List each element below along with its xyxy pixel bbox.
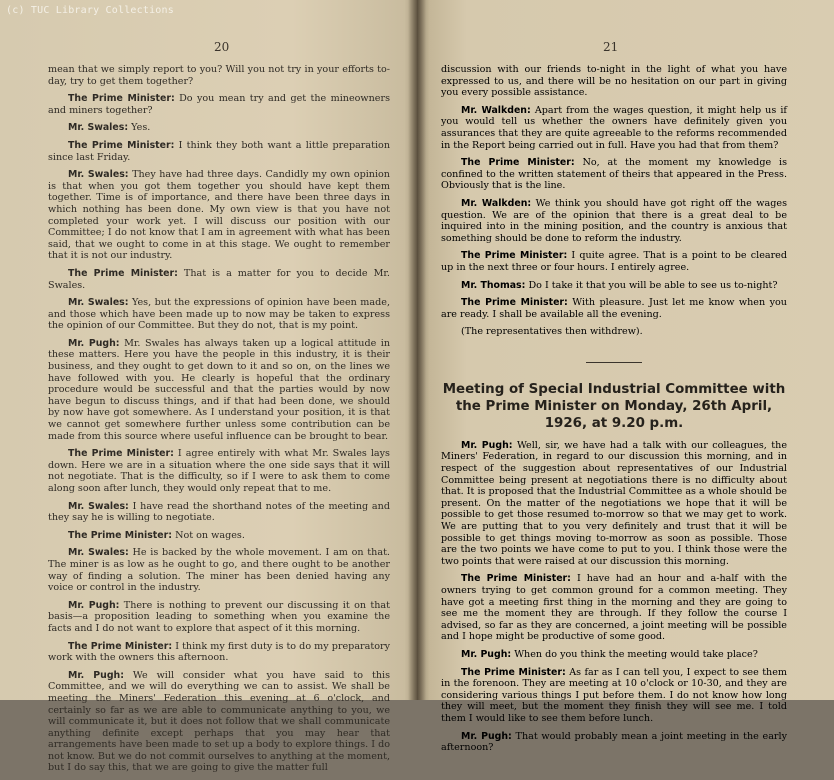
- transcript-paragraph: [48, 93, 390, 116]
- speech-text: We think you should have got right off the wages question. We are of the opinion that there is a great deal to be inquired into in the mining position, and the country is anxious that something should be done to reform the industry.: [441, 197, 787, 244]
- speech-text: We will consider what you have said to this Committee, and we will do everything we can to assist. We shall be meeting the Miners' Federation this evening at 6 o'clock, and certainly so far as we are able to communicate anything to you, we will communicate it, but it does not follow that we shall communicate anything definite except perhaps that you may hear that arrangements have been made to set up a body to explore things. I do not know. But we do not commit ourselves to anything at the moment, but I do say this, that we are going to give the matter full: [48, 669, 390, 774]
- speaker-name: Mr. Thomas:: [461, 279, 526, 291]
- speaker-name: The Prime Minister:: [68, 640, 173, 652]
- speaker-name: Mr. Pugh:: [461, 730, 512, 742]
- speaker-name: Mr. Swales:: [68, 169, 129, 181]
- left-page-text: [48, 64, 390, 780]
- speaker-name: The Prime Minister:: [461, 250, 568, 262]
- speaker-name: Mr. Pugh:: [68, 599, 120, 611]
- speech-text: That would probably mean a joint meeting in the early afternoon?: [441, 730, 787, 754]
- transcript-paragraph: [441, 280, 787, 292]
- transcript-paragraph: [441, 440, 787, 568]
- left-page: [0, 0, 417, 774]
- transcript-paragraph: [48, 169, 390, 262]
- speech-text: Not on wages.: [175, 529, 245, 541]
- transcript-paragraph: [48, 547, 390, 593]
- speaker-name: The Prime Minister:: [461, 297, 568, 309]
- transcript-paragraph: [48, 530, 390, 542]
- speaker-name: Mr. Swales:: [68, 500, 129, 512]
- speech-text: I think they both want a little preparation since last Friday.: [48, 139, 390, 163]
- speaker-name: The Prime Minister:: [461, 157, 575, 169]
- transcript-paragraph: [441, 105, 787, 151]
- speech-text: Do I take it that you will be able to see us to-night?: [528, 279, 778, 291]
- book-gutter: [408, 0, 426, 700]
- speaker-name: Mr. Walkden:: [461, 104, 531, 116]
- speaker-name: The Prime Minister:: [68, 267, 178, 279]
- transcript-paragraph: [48, 297, 390, 332]
- speaker-name: The Prime Minister:: [68, 529, 173, 541]
- speaker-name: Mr. Pugh:: [68, 337, 120, 349]
- transcript-paragraph: [441, 64, 787, 99]
- transcript-paragraph: [48, 600, 390, 635]
- speech-text: When do you think the meeting would take place?: [514, 648, 758, 660]
- transcript-paragraph: [48, 338, 390, 442]
- transcript-paragraph: [48, 268, 390, 291]
- speech-text: I agree entirely with what Mr. Swales lays down. Here we are in a situation where the one side says that it will not negotiate. That is the difficulty, so if I were to ask them to come along soon after lunch, they would only repeat that to me.: [48, 448, 390, 494]
- speech-text: Yes, but the expressions of opinion have been made, and those which have been made up to now may be taken to express the opinion of our Committee. But they do not, that is my point.: [48, 297, 390, 332]
- speaker-name: Mr. Swales:: [68, 122, 129, 134]
- transcript-paragraph: [441, 297, 787, 320]
- transcript-paragraph: [48, 64, 390, 87]
- copyright-watermark: (c) TUC Library Collections: [6, 5, 174, 16]
- transcript-paragraph: [48, 140, 390, 163]
- speaker-name: Mr. Pugh:: [68, 669, 124, 681]
- section-divider: [586, 362, 642, 363]
- page-number-right: 21: [603, 40, 619, 54]
- speech-text: He is backed by the whole movement. I am on that. The miner is as low as he ought to go, and there ought to be another way of finding a solution. The miner has been denied having any voice or control in the industry.: [48, 547, 390, 594]
- closing-note: (The representatives then withdrew).: [461, 326, 643, 338]
- transcript-paragraph: [441, 731, 787, 754]
- meeting-heading: Meeting of Special Industrial Committee with the Prime Minister on Monday, 26th April, 1926, at 9.20 p.m.: [442, 381, 786, 431]
- speech-text: With pleasure. Just let me know when you are ready. I shall be available all the evening.: [441, 297, 787, 320]
- speaker-name: Mr. Pugh:: [461, 648, 512, 660]
- transcript-paragraph: [441, 157, 787, 192]
- speaker-name: Mr. Walkden:: [461, 197, 532, 209]
- speech-text: As far as I can tell you, I expect to see them in the forenoon. They are meeting at 10 o'clock or 10-30, and they are considering various things I put before them. I do not know how long they will meet, but the moment they finish they will see me. I told them I would like to see them before lunch.: [441, 666, 787, 724]
- speech-text: Do you mean try and get the mineowners and miners together?: [48, 93, 390, 116]
- speaker-name: The Prime Minister:: [461, 573, 571, 585]
- speech-text: They have had three days. Candidly my own opinion is that when you got them together you should have kept them together. Time is of importance, and there have been three days in which nothing has been done. My own view is that you have not completed your work yet. I will discuss our position with our Committee; I do not know that I am in agreement with what has been said, that we ought to come in at this stage. We ought to remember that it is not our industry.: [48, 169, 390, 262]
- speech-text: Apart from the wages question, it might help us if you would tell us whether the owners have definitely given you assurances that they are quite agreeable to the reforms recommended in the Report being carried out in full. Have you had that from them?: [441, 104, 787, 151]
- speech-text: I quite agree. That is a point to be cleared up in the next three or four hours. I entirely agree.: [441, 250, 788, 273]
- speaker-name: Mr. Swales:: [68, 297, 129, 309]
- speech-text: That is a matter for you to decide Mr. Swales.: [48, 267, 390, 291]
- speaker-name: The Prime Minister:: [68, 139, 175, 151]
- speech-text: I think my first duty is to do my preparatory work with the owners this afternoon.: [48, 640, 390, 664]
- right-page-text: [441, 64, 787, 760]
- speech-text: No, at the moment my knowledge is confined to the written statement of theirs that appeared in the Press. Obviously that is the line.: [441, 157, 787, 192]
- speech-text: Yes.: [131, 122, 151, 134]
- transcript-paragraph: [441, 667, 787, 725]
- speech-text: I have had an hour and a-half with the owners trying to get common ground for a common meeting. They have got a meeting first thing in the morning and they are going to see me the moment they are through. If they follow the course I advised, so far as they are concerned, a joint meeting will be possible and I hope might be productive of some good.: [441, 573, 787, 643]
- speaker-name: The Prime Minister:: [461, 666, 566, 678]
- page-number-left: 20: [214, 40, 230, 54]
- speaker-name: The Prime Minister:: [68, 93, 175, 105]
- speech-text: discussion with our friends to-night in the light of what you have expressed to us, and there will be no hesitation on our part in giving you every possible assistance.: [441, 64, 787, 99]
- speaker-name: The Prime Minister:: [68, 448, 174, 460]
- transcript-paragraph: [48, 670, 390, 774]
- speaker-name: Mr. Pugh:: [461, 439, 513, 451]
- transcript-paragraph: [48, 448, 390, 494]
- transcript-paragraph: [48, 641, 390, 664]
- speech-text: I have read the shorthand notes of the meeting and they say he is willing to negotiate.: [48, 500, 390, 524]
- transcript-paragraph: [48, 122, 390, 134]
- speech-text: Well, sir, we have had a talk with our colleagues, the Miners' Federation, in regard to our discussion this morning, and in respect of the suggestion about representatives of our Industrial Committee being present at negotiations there is no difficulty about that. It is proposed that the Industrial Committee as a whole should be present. On the matter of the negotiations we hope that it will be possible to get those resumed to-morrow so that we may get to work. We are putting that to you very definitely and trust that it will be possible to get things moving to-morrow as soon as possible. Those are the two points we have come to put to you. I think those were the two points that were raised at our discussion this morning.: [441, 439, 787, 567]
- transcript-paragraph: [48, 501, 390, 524]
- transcript-paragraph: [441, 573, 787, 643]
- transcript-paragraph: [441, 649, 787, 661]
- speech-text: mean that we simply report to you? Will you not try in your efforts to-day, try to get them together?: [48, 64, 390, 87]
- speaker-name: Mr. Swales:: [68, 547, 129, 559]
- speech-text: Mr. Swales has always taken up a logical attitude in these matters. Here you have the people in this industry, it is their business, and they ought to get down to it and so on, on the lines we have followed with you. He clearly is hopeful that the ordinary procedure would be successful and that the parties would by now have begun to discuss things, and if that had been done, we should by now have got somewhere. As I understand your position, it is that we cannot get somewhere further unless some contribution can be made from this source where useful influence can be brought to bear.: [48, 337, 390, 442]
- transcript-paragraph: [441, 250, 787, 273]
- transcript-paragraph: [441, 198, 787, 244]
- speech-text: There is nothing to prevent our discussing it on that basis—a proposition leading to something when you examine the facts and I do not want to explore that aspect of it this morning.: [48, 599, 390, 634]
